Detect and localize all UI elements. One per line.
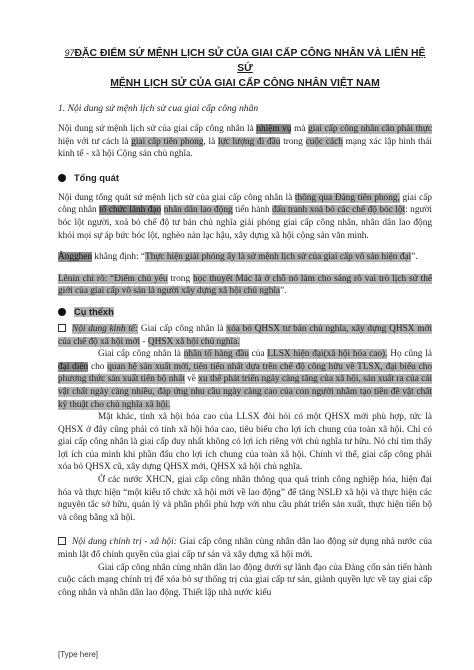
paragraph-chinh-tri: Nội dung chính trị - xã hội: Giai cấp công nhân cùng nhân dân lao động sử dụng nhà nước của mình lật đổ chính quyền của giai cấp tư sản và xây dựng xã hội mới. xyxy=(58,537,432,561)
title-line-2: MỆNH LỊCH SỬ CỦA GIAI CẤP CÔNG NHÂN VIỆT NAM xyxy=(110,78,380,89)
paragraph-angghen-quote: Ăngghen khẳng định: “Thực hiện giải phóng ấy là sứ mệnh lịch sử của giai cấp vô sản hiện đại”. xyxy=(58,252,418,263)
paragraph-noi-dung-kinh-te: Nội dung kinh tế: Giai cấp công nhân là xóa bỏ QHSX tư bản chủ nghĩa, xây dựng QHSX mới của chế độ xã hội mới - QHSX xã hội chủ nghĩa. xyxy=(58,323,432,347)
title-number: 97 xyxy=(64,48,75,58)
page-footer: [Type here] xyxy=(58,650,99,659)
paragraph-xhcn: Ở các nước XHCN, giai cấp công nhân thông qua quá trình công nghiệp hóa, hiện đại hóa và thực hiện “một kiểu tổ chức xã hội mới về lao động” để tăng NSLĐ xã hội và thực hiện các nguyên tắc sở hữu, quản lý và phân phối phù hợp với nhu cầu phát triển sản xuất, thực hiện tiến bộ và công bằng xã hội. xyxy=(58,475,432,523)
paragraph-intro: Nội dung sứ mệnh lịch sử của giai cấp công nhân là nhiệm vụ mà giai cấp công nhân cần phải thực hiện với tư cách là giai cấp tiên phong, là lực lượng đi đầu trong cuộc cách mạng xác lập hình thái kinh tế - xã hội Cộng sản chủ nghĩa. xyxy=(58,124,432,160)
document-title xyxy=(58,46,432,91)
title-line-1: ĐẶC ĐIỂM SỨ MỆNH LỊCH SỬ CỦA GIAI CẤP CÔNG NHÂN VÀ LIÊN HỆ SỨ xyxy=(74,48,426,74)
checkbox-icon xyxy=(58,324,66,332)
checkbox-icon xyxy=(58,537,66,545)
section-heading-1: 1. Nội dung sứ mệnh lịch sử cua giai cấp công nhân xyxy=(58,103,259,114)
paragraph-tong-quat: Nội dung tổng quát sứ mệnh lịch sử của giai cấp công nhân là thông qua Đảng tiên phong, giai cấp công nhân tổ chức lãnh đạo nhân dân lao động tiến hành đấu tranh xoá bỏ các chế độ bóc lột: người bóc lột người, xoá bỏ chế độ tư bản chủ nghĩa giải phóng giai cấp công nhân, nhân dân lao động khỏi mọi sự áp bức bóc lột, nghèo nàn lạc hậu, xây dựng xã hội cộng sản văn minh. xyxy=(58,192,433,241)
paragraph-llsx: Giai cấp công nhân là nhân tố hàng đầu của LLSX hiện đại(xã hội hóa cao). Họ cũng là đại diện cho quan hệ sản xuất mới, tiên tiến nhất dựa trên chế độ công hữu về TLSX, đại biểu cho phương thức sản xuất tiến bộ nhất về xu thế phát triển ngày càng tăng của xã hội, sản xuất ra của cải vật chất ngày càng nhiều, đáp ứng nhu cầu ngày càng cao của con người nhằm tạo tiền đề vật chất kỹ thuật cho chủ nghĩa xã hội. xyxy=(58,349,432,410)
heading-cu-the: Cụ thểxh xyxy=(58,307,432,317)
heading-tong-quat: Tổng quát xyxy=(58,173,432,183)
paragraph-qhsx: Mặt khác, tính xã hội hóa cao của LLSX đòi hỏi có một QHSX mới phù hợp, tức là QHSX ở đây cũng phải có tính xã hội hóa cao, tiêu biểu cho lợi ích chung của toàn xã hội. Chỉ có giai cấp công nhân là giai cấp duy nhất không có lợi ích riêng với chủ nghĩa tư hữu. Nó chỉ tìm thấy lợi ích của mình khi phần đấu cho lợi ích chung của toàn xã hội. Chính vì thế, giai cấp công phải xóa bỏ QHSX cũ, xây dựng QHSX mới, QHSX xã hội chủ nghĩa. xyxy=(58,412,432,473)
bullet-icon xyxy=(58,308,66,316)
bullet-icon xyxy=(58,174,66,182)
paragraph-lenin-quote: Lênin chỉ rõ: “Điểm chủ yếu trong học thuyết Mác là ở chỗ nó làm cho sáng rõ vai trò lịch sử thế giới của giai cấp vô sản là người xây dựng xã hội chủ nghĩa”. xyxy=(58,273,432,297)
paragraph-cach-mang: Giai cấp công nhân cùng nhân dân lao động dưới sự lãnh đạo của Đảng cổn sản tiến hành cuộc cách mạng chính trị để xóa bỏ sự thống trị của giai cấp tư sản, giành quyền lực về tay giai cấp công nhân và nhân dân lao động. Thiết lập nhà nước kiểu xyxy=(58,562,432,598)
